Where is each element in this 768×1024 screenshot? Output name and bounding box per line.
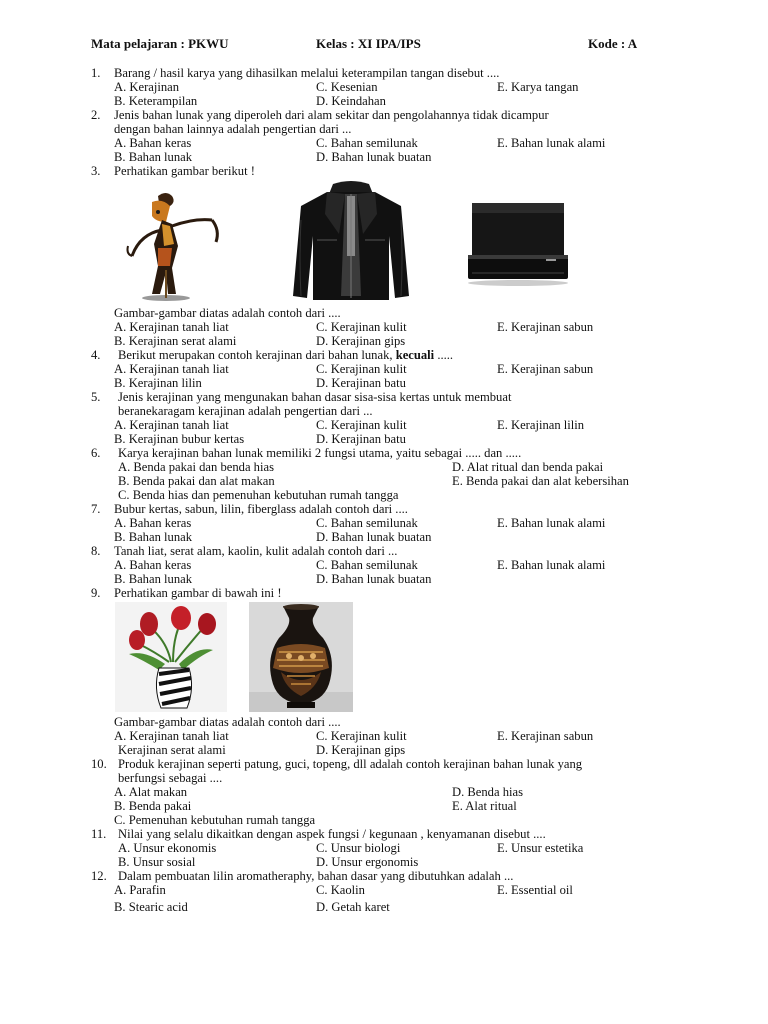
option-b: B. Keterampilan: [114, 94, 198, 108]
option-b: B. Unsur sosial: [118, 855, 196, 869]
question-number: 4.: [91, 348, 101, 362]
ceramic-vase-image: [249, 602, 353, 712]
leather-wallet-image: [466, 203, 570, 287]
option-e: E. Karya tangan: [497, 80, 579, 94]
option-a: A. Kerajinan tanah liat: [114, 362, 229, 376]
option-c: C. Bahan semilunak: [316, 516, 418, 530]
question-number: 1.: [91, 66, 101, 80]
question-text: Nilai yang selalu dikaitkan dengan aspek fungsi / kegunaan , kenyamanan disebut ....: [118, 827, 546, 841]
tulip-vase-image: [115, 602, 227, 712]
question-number: 6.: [91, 446, 101, 460]
option-d: D. Bahan lunak buatan: [316, 150, 432, 164]
question-number: 7.: [91, 502, 101, 516]
option-c: C. Kerajinan kulit: [316, 362, 407, 376]
question-number: 3.: [91, 164, 101, 178]
option-b: B. Bahan lunak: [114, 530, 192, 544]
subject-heading: Mata pelajaran : PKWU: [91, 36, 229, 51]
question-text: Perhatikan gambar berikut !: [114, 164, 255, 178]
option-d: D. Unsur ergonomis: [316, 855, 419, 869]
question-text: Dalam pembuatan lilin aromatheraphy, bahan dasar yang dibutuhkan adalah ...: [118, 869, 514, 883]
option-c: C. Kerajinan kulit: [316, 320, 407, 334]
option-a: A. Kerajinan tanah liat: [114, 320, 229, 334]
question-text-cont: beranekaragam kerajinan adalah pengertian dari ...: [118, 404, 373, 418]
question-text: Tanah liat, serat alam, kaolin, kulit adalah contoh dari ...: [114, 544, 398, 558]
option-a: A. Kerajinan tanah liat: [114, 729, 229, 743]
option-e: E. Kerajinan lilin: [497, 418, 585, 432]
question-text-cont: dengan bahan lainnya adalah pengertian dari ...: [114, 122, 352, 136]
leather-jacket-image: [287, 180, 415, 304]
option-b: B. Bahan lunak: [114, 150, 192, 164]
option-a: A. Kerajinan: [114, 80, 180, 94]
option-b: B. Benda pakai: [114, 799, 192, 813]
question-text: Bubur kertas, sabun, lilin, fiberglass adalah contoh dari ....: [114, 502, 408, 516]
wayang-puppet-image: [118, 190, 228, 302]
question-text: Produk kerajinan seperti patung, guci, topeng, dll adalah contoh kerajinan bahan lunak yang: [118, 757, 583, 771]
option-d: D. Kerajinan gips: [316, 334, 406, 348]
question-number: 10.: [91, 757, 107, 771]
option-e: E. Kerajinan sabun: [497, 320, 594, 334]
option-e: E. Alat ritual: [452, 799, 517, 813]
question-text-cont: berfungsi sebagai ....: [118, 771, 223, 785]
option-a: A. Alat makan: [114, 785, 188, 799]
question-number: 2.: [91, 108, 101, 122]
option-b: Kerajinan serat alami: [118, 743, 226, 757]
question-text: Jenis kerajinan yang mengunakan bahan dasar sisa-sisa kertas untuk membuat: [118, 390, 512, 404]
option-c: C. Kerajinan kulit: [316, 729, 407, 743]
question-followup: Gambar-gambar diatas adalah contoh dari ....: [114, 715, 341, 729]
option-a: A. Bahan keras: [114, 516, 192, 530]
option-c: C. Bahan semilunak: [316, 136, 418, 150]
option-b: B. Kerajinan serat alami: [114, 334, 237, 348]
option-c: C. Pemenuhan kebutuhan rumah tangga: [114, 813, 316, 827]
option-e: E. Benda pakai dan alat kebersihan: [452, 474, 629, 488]
option-d: D. Bahan lunak buatan: [316, 572, 432, 586]
option-a: A. Benda pakai dan benda hias: [118, 460, 274, 474]
option-c: C. Kesenian: [316, 80, 378, 94]
option-c: C. Bahan semilunak: [316, 558, 418, 572]
option-d: D. Kerajinan gips: [316, 743, 406, 757]
question-text: Berikut merupakan contoh kerajinan dari bahan lunak, kecuali .....: [118, 348, 454, 362]
option-b: B. Stearic acid: [114, 900, 188, 914]
option-d: D. Benda hias: [452, 785, 523, 799]
option-d: D. Keindahan: [316, 94, 386, 108]
class-heading: Kelas : XI IPA/IPS: [316, 36, 421, 51]
option-c: C. Kaolin: [316, 883, 365, 897]
option-e: E. Bahan lunak alami: [497, 558, 606, 572]
question-number: 8.: [91, 544, 101, 558]
code-heading: Kode : A: [588, 36, 638, 51]
option-a: A. Bahan keras: [114, 558, 192, 572]
option-a: A. Bahan keras: [114, 136, 192, 150]
option-b: B. Kerajinan lilin: [114, 376, 202, 390]
option-e: E. Unsur estetika: [497, 841, 584, 855]
question-number: 5.: [91, 390, 101, 404]
question-number: 9.: [91, 586, 101, 600]
question-text: Perhatikan gambar di bawah ini !: [114, 586, 282, 600]
option-c: C. Kerajinan kulit: [316, 418, 407, 432]
question-number: 12.: [91, 869, 107, 883]
question-text: Jenis bahan lunak yang diperoleh dari alam sekitar dan pengolahannya tidak dicampur: [114, 108, 549, 122]
option-c: C. Benda hias dan pemenuhan kebutuhan rumah tangga: [118, 488, 399, 502]
question-followup: Gambar-gambar diatas adalah contoh dari ....: [114, 306, 341, 320]
option-a: A. Parafin: [114, 883, 166, 897]
option-c: C. Unsur biologi: [316, 841, 401, 855]
option-d: D. Bahan lunak buatan: [316, 530, 432, 544]
option-b: B. Bahan lunak: [114, 572, 192, 586]
option-a: A. Kerajinan tanah liat: [114, 418, 229, 432]
option-d: D. Getah karet: [316, 900, 390, 914]
option-d: D. Kerajinan batu: [316, 432, 406, 446]
question-number: 11.: [91, 827, 107, 841]
option-d: D. Kerajinan batu: [316, 376, 406, 390]
emphasis-word: kecuali: [395, 348, 435, 362]
option-a: A. Unsur ekonomis: [118, 841, 217, 855]
option-e: E. Kerajinan sabun: [497, 362, 594, 376]
option-e: E. Bahan lunak alami: [497, 516, 606, 530]
option-d: D. Alat ritual dan benda pakai: [452, 460, 604, 474]
option-e: E. Essential oil: [497, 883, 573, 897]
question-text: Karya kerajinan bahan lunak memiliki 2 fungsi utama, yaitu sebagai ..... dan .....: [118, 446, 522, 460]
option-e: E. Kerajinan sabun: [497, 729, 594, 743]
option-e: E. Bahan lunak alami: [497, 136, 606, 150]
option-b: B. Benda pakai dan alat makan: [118, 474, 275, 488]
option-b: B. Kerajinan bubur kertas: [114, 432, 245, 446]
question-text: Barang / hasil karya yang dihasilkan melalui keterampilan tangan disebut ....: [114, 66, 500, 80]
